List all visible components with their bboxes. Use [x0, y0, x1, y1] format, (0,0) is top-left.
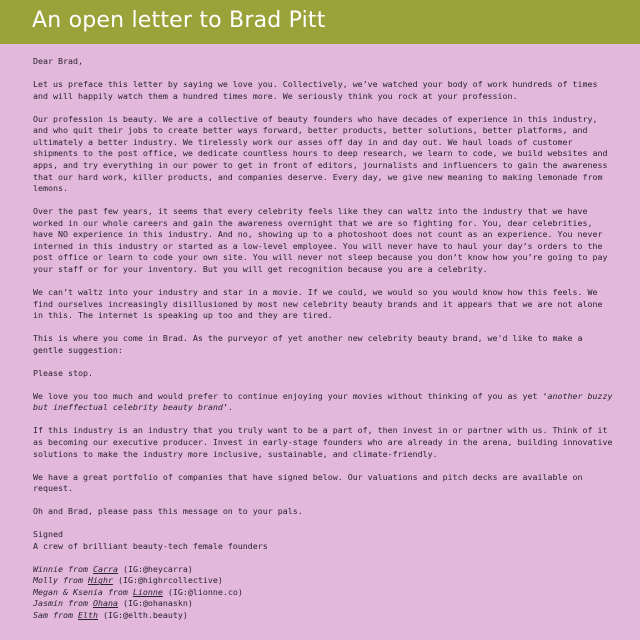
signer-names: Sam: [33, 610, 48, 621]
paragraph-disillusioned: We can’t waltz into your industry and star in a movie. If we could, we would so you would know how this feels. We find ourselves increasingly disillusioned by most new celebrity beauty brands and it appears that we are not alone in this. The internet is speaking up too and they are tired.: [33, 287, 603, 321]
paragraph-please-stop: Please stop.: [33, 367, 93, 378]
signer-list: [33, 564, 613, 622]
signer-names: Winnie: [33, 563, 63, 574]
brand-link[interactable]: Carra: [92, 563, 118, 574]
instagram-handle: (IG:@elth.beauty): [102, 610, 188, 621]
paragraph-celebrities: Over the past few years, it seems that every celebrity feels like they can waltz into the industry that we have worked in our whole careers and gain the awareness overnight that we are so fighting for. You, dear celebrities, have NO experience in this industry. And no, showing up to a photoshoot does not count as an experience. You never interned in this industry or started as a low-level employee. You will never have to haul your day’s orders to the post office or learn to code your own site. You will never not sleep because you don’t know how you’re going to pay your staff or for your inventory. But you will get recognition because you are a celebrity.: [33, 206, 608, 275]
paragraph-pals: Oh and Brad, please pass this message on to your pals.: [33, 506, 303, 517]
page-title: An open letter to Brad Pitt: [32, 8, 326, 33]
signer-line: [33, 610, 613, 622]
signoff: [33, 529, 613, 552]
instagram-handle: (IG:@heycarra): [122, 563, 193, 574]
title-banner: [0, 0, 640, 44]
crew-line: A crew of brilliant beauty-tech female founders: [33, 540, 268, 551]
signer-names: Molly: [33, 575, 58, 586]
paragraph-invest: If this industry is an industry that you truly want to be a part of, then invest in or partner with us. Think of it as becoming our executive producer. Invest in early-stage founders who are already in the arena, building innovative solutions to make the industry more inclusive, sustainable, and climate-friendly.: [33, 425, 613, 459]
paragraph-suggestion: This is where you come in Brad. As the purveyor of yet another new celebrity beauty brand, we'd like to make a gentle suggestion:: [33, 333, 583, 355]
from-word: from: [67, 598, 88, 609]
signer-names: Jasmin: [33, 598, 63, 609]
signer-names: Megan & Ksenia: [33, 586, 103, 597]
paragraph-love-movies: [33, 391, 613, 414]
brand-link[interactable]: Highr: [87, 575, 113, 586]
from-word: from: [62, 575, 83, 586]
instagram-handle: (IG:@ohanaskn): [122, 598, 193, 609]
paragraph-love-movies-end: ’.: [222, 402, 233, 413]
brand-link[interactable]: Ohana: [92, 598, 118, 609]
instagram-handle: (IG:@lionne.co): [167, 586, 243, 597]
signer-line: [33, 564, 613, 576]
signer-line: [33, 587, 613, 599]
paragraph-profession: Our profession is beauty. We are a collective of beauty founders who have decades of experience in this industry, and who quit their jobs to create better ways forward, better products, better solutions, better platforms, and ultimately a better industry. We tirelessly work our asses off day in and day out. We haul loads of customer shipments to the post office, we dedicate countless hours to deep research, we learn to code, we build websites and apps, and try everything in our power to get in front of editors, journalists and influencers to gain the awareness that our hard work, killer products, and companies deserve. Every day, we give new meaning to making lemonade from lemons.: [33, 113, 608, 194]
brand-link[interactable]: Elth: [77, 610, 98, 621]
from-word: from: [67, 563, 88, 574]
signed-label: Signed: [33, 529, 63, 540]
paragraph-love-movies-start: We love you too much and would prefer to continue enjoying your movies without thinking of you as yet ‘: [33, 390, 548, 401]
from-word: from: [53, 610, 73, 621]
greeting: Dear Brad,: [33, 56, 83, 66]
paragraph-portfolio: We have a great portfolio of companies that have signed below. Our valuations and pitch decks are available on request.: [33, 471, 583, 494]
brand-link[interactable]: Lionne: [132, 586, 163, 597]
letter-body: [33, 56, 613, 622]
signer-line: [33, 575, 613, 587]
paragraph-intro: Let us preface this letter by saying we love you. Collectively, we’ve watched your body of work hundreds of times and will happily watch them a hundred times more. We seriously think you rock at your profession.: [33, 78, 598, 101]
from-word: from: [107, 586, 128, 597]
signer-line: [33, 598, 613, 610]
instagram-handle: (IG:@highrcollective): [117, 575, 223, 586]
emphasis-quote: another buzzy but ineffectual celebrity beauty brand: [33, 390, 613, 413]
